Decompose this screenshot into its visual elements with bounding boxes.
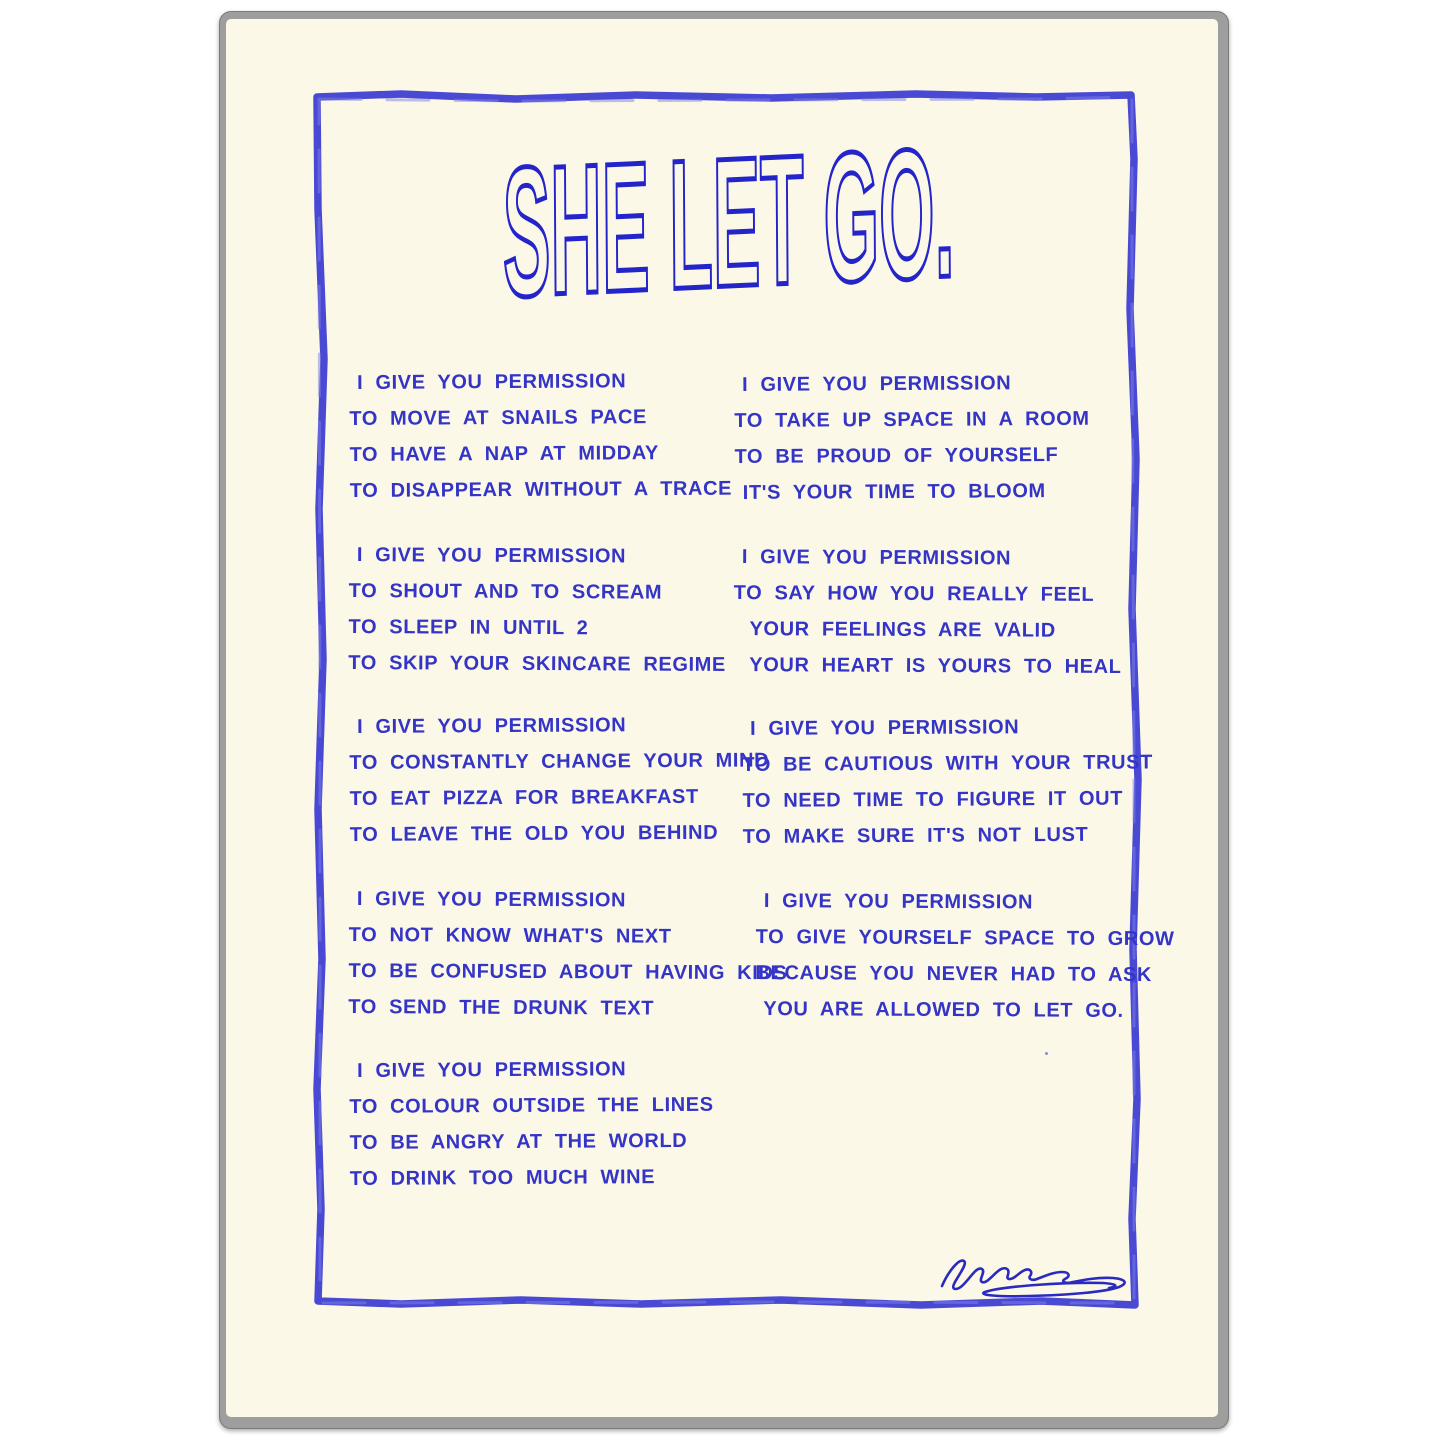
poem-line: TO TAKE UP SPACE IN A ROOM xyxy=(734,407,1090,432)
poem-line: YOUR HEART IS YOURS TO HEAL xyxy=(749,654,1122,679)
poem-column-left xyxy=(348,365,788,1225)
poem-line: YOU ARE ALLOWED TO LET GO. xyxy=(763,998,1124,1022)
poem-line: TO GIVE YOURSELF SPACE TO GROW xyxy=(755,925,1175,951)
poem-line: TO NEED TIME TO FIGURE IT OUT xyxy=(742,787,1124,812)
poem-line: BECAUSE YOU NEVER HAD TO ASK xyxy=(755,961,1153,987)
poem-line: TO MAKE SURE IT'S NOT LUST xyxy=(742,823,1089,848)
poem-line: TO MOVE AT SNAILS PACE xyxy=(349,406,647,430)
page-title: SHE LET GO. xyxy=(502,109,956,336)
ink-speck xyxy=(1045,1052,1048,1055)
poem-line: TO LEAVE THE OLD YOU BEHIND xyxy=(349,821,719,846)
poem-stanza xyxy=(733,539,1164,685)
poem-line: TO SAY HOW YOU REALLY FEEL xyxy=(733,581,1095,606)
poem-stanza xyxy=(734,364,1165,511)
signature-scribble xyxy=(942,1261,1125,1297)
poster-frame xyxy=(219,11,1229,1429)
poem-line: I GIVE YOU PERMISSION xyxy=(356,544,627,568)
poem-line: TO SKIP YOUR SKINCARE REGIME xyxy=(348,651,726,676)
poem-stanza xyxy=(734,708,1165,855)
poem-line: TO BE CONFUSED ABOUT HAVING KIDS xyxy=(348,959,788,985)
signature xyxy=(916,1234,1136,1314)
poem-line: TO NOT KNOW WHAT'S NEXT xyxy=(348,923,672,948)
poem-line: TO COLOUR OUTSIDE THE LINES xyxy=(349,1093,714,1118)
poem-stanza xyxy=(348,881,788,1027)
poem-line: TO DRINK TOO MUCH WINE xyxy=(349,1166,656,1190)
poem-line: TO SHOUT AND TO SCREAM xyxy=(348,579,663,604)
poem-line: I GIVE YOU PERMISSION xyxy=(357,714,627,738)
poem-stanza xyxy=(348,537,779,683)
poem-line: I GIVE YOU PERMISSION xyxy=(742,372,1012,396)
poem-line: I GIVE YOU PERMISSION xyxy=(357,1058,627,1082)
poem-line: I GIVE YOU PERMISSION xyxy=(357,370,627,394)
poem-line: TO SLEEP IN UNTIL 2 xyxy=(348,615,589,640)
poem-line: I GIVE YOU PERMISSION xyxy=(750,716,1020,740)
poem-stanza xyxy=(755,883,1175,1029)
poem-stanza xyxy=(349,1050,780,1197)
poem-line: TO HAVE A NAP AT MIDDAY xyxy=(349,442,660,466)
poem-stanza xyxy=(349,706,780,853)
poem-line: TO BE CAUTIOUS WITH YOUR TRUST xyxy=(742,751,1153,776)
poem-line: TO EAT PIZZA FOR BREAKFAST xyxy=(349,785,699,810)
poem-line: TO DISAPPEAR WITHOUT A TRACE xyxy=(349,477,733,502)
poem-line: I GIVE YOU PERMISSION xyxy=(356,888,627,912)
poem-line: TO BE PROUD OF YOURSELF xyxy=(734,444,1059,468)
poem-line: TO SEND THE DRUNK TEXT xyxy=(348,995,655,1020)
poem-line: IT'S YOUR TIME TO BLOOM xyxy=(742,480,1046,504)
poem-stanza xyxy=(349,362,780,509)
poem-line: I GIVE YOU PERMISSION xyxy=(741,546,1012,570)
poem-line: YOUR FEELINGS ARE VALID xyxy=(749,618,1056,642)
poem-line: TO BE ANGRY AT THE WORLD xyxy=(349,1129,688,1154)
poem-line: TO CONSTANTLY CHANGE YOUR MIND xyxy=(349,749,770,774)
poem-column-right xyxy=(733,367,1175,1055)
poem-line: I GIVE YOU PERMISSION xyxy=(763,890,1034,914)
poster-paper xyxy=(226,19,1218,1417)
poster-title-lettering xyxy=(226,19,1218,379)
